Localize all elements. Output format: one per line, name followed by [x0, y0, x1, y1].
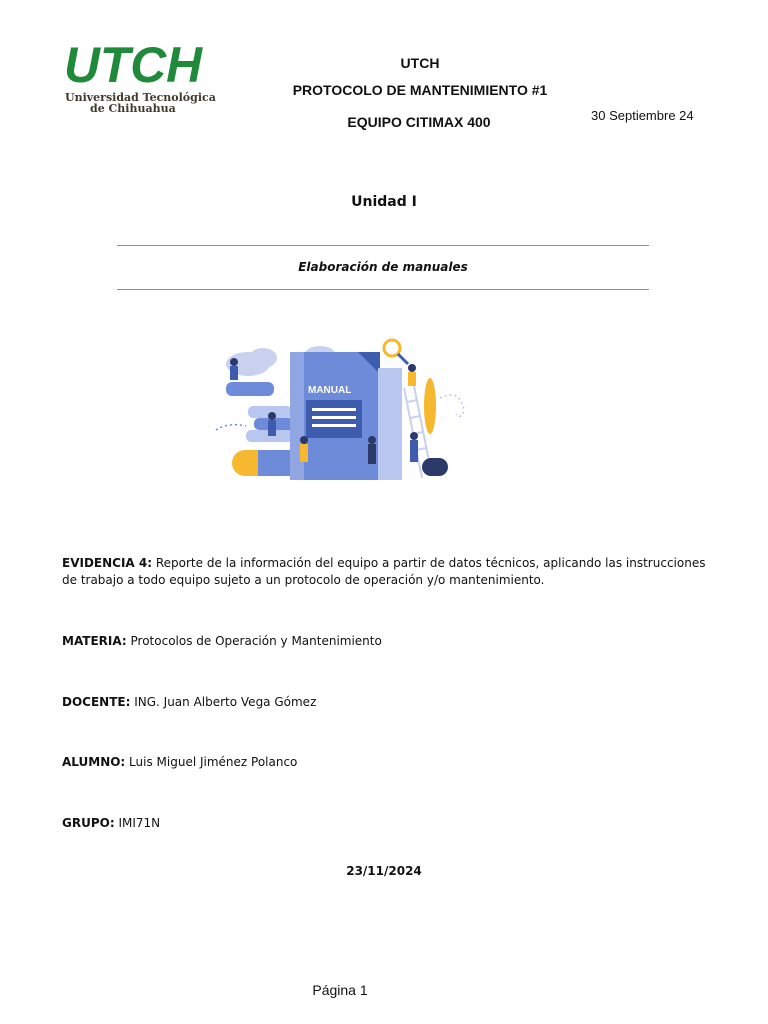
- manual-label: MANUAL: [308, 385, 352, 396]
- group-line: [62, 815, 712, 832]
- logo-university-line1: Universidad Tecnológica: [65, 91, 216, 104]
- dotted-path-icon: [440, 395, 464, 416]
- header-equipment: EQUIPO CITIMAX 400: [347, 114, 491, 130]
- header-institution: UTCH: [400, 55, 440, 71]
- document-date: 23/11/2024: [346, 864, 422, 878]
- evidence-paragraph: [62, 555, 712, 589]
- divider-top: [117, 245, 649, 246]
- group-label: GRUPO:: [62, 816, 115, 830]
- divider-bottom: [117, 289, 649, 290]
- student-value: Luis Miguel Jiménez Polanco: [125, 755, 298, 769]
- student-label: ALUMNO:: [62, 755, 126, 769]
- group-value: IMI71N: [114, 816, 161, 830]
- subject-label: MATERIA:: [62, 634, 127, 648]
- header-date: 30 Septiembre 24: [591, 108, 694, 123]
- binder-icon: [378, 368, 402, 480]
- subject-value: Protocolos de Operación y Mantenimiento: [126, 634, 382, 648]
- unit-title: Unidad I: [351, 194, 417, 210]
- header-protocol-title: PROTOCOLO DE MANTENIMIENTO #1: [292, 82, 548, 98]
- teacher-label: DOCENTE:: [62, 695, 131, 709]
- evidence-label: EVIDENCIA 4:: [62, 556, 153, 570]
- dotted-path-icon: [216, 425, 246, 430]
- manual-illustration: [208, 338, 480, 483]
- utch-wordmark: [62, 40, 207, 88]
- subject-line: [62, 633, 712, 650]
- student-line: [62, 754, 712, 771]
- subtitle: Elaboración de manuales: [298, 260, 468, 274]
- evidence-value: Reporte de la información del equipo a partir de datos técnicos, aplicando las instrucciones de trabajo a todo equipo sujeto a un protocolo de operación y/o mantenimiento.: [62, 556, 706, 587]
- logo-university-line2: de Chihuahua: [90, 102, 176, 115]
- utch-wordmark-text: UTCH: [64, 40, 203, 88]
- teacher-value: ING. Juan Alberto Vega Gómez: [130, 695, 317, 709]
- page-number: Página 1: [312, 982, 368, 998]
- utch-logo: [62, 40, 216, 115]
- teacher-line: [62, 694, 712, 711]
- magnifier-icon: [384, 340, 408, 364]
- plant-icon: [422, 378, 448, 476]
